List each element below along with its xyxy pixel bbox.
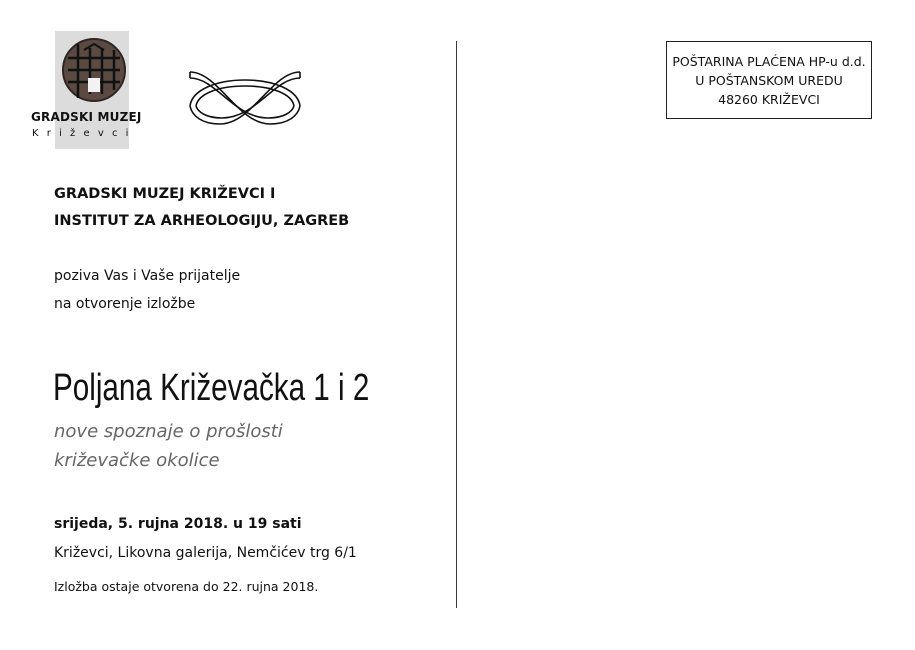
- exhibition-title: Poljana Križevačka 1 i 2: [53, 367, 370, 409]
- subtitle-line-1: nove spoznaje o prošlosti: [54, 421, 283, 442]
- postage-line-1: POŠTARINA PLAĆENA HP-u d.d.: [672, 53, 866, 69]
- museum-emblem-icon: [64, 40, 124, 100]
- museum-logo-emblem: [62, 38, 126, 102]
- postage-paid-box: [666, 41, 872, 119]
- museum-logo-name: GRADSKI MUZEJ: [31, 110, 142, 124]
- subtitle-line-2: križevačke okolice: [54, 450, 220, 471]
- organizers: [54, 181, 349, 235]
- interlace-knot-icon: [188, 64, 302, 130]
- postage-line-2: U POŠTANSKOM UREDU: [695, 72, 843, 88]
- event-date: srijeda, 5. rujna 2018. u 19 sati: [54, 516, 302, 532]
- exhibition-subtitle: [54, 417, 283, 475]
- exhibition-closing-date: Izložba ostaje otvorena do 22. rujna 2018.: [54, 579, 319, 594]
- organizer-line-2: INSTITUT ZA ARHEOLOGIJU, ZAGREB: [54, 213, 350, 229]
- postage-line-3: 48260 KRIŽEVCI: [718, 91, 820, 107]
- invitation-line-1: poziva Vas i Vaše prijatelje: [54, 268, 241, 284]
- organizer-line-1: GRADSKI MUZEJ KRIŽEVCI I: [54, 186, 276, 202]
- postcard-divider: [456, 41, 457, 608]
- invitation-text: [54, 262, 240, 318]
- invitation-line-2: na otvorenje izložbe: [54, 296, 196, 312]
- event-venue: Križevci, Likovna galerija, Nemčićev trg 6/1: [54, 545, 357, 561]
- museum-logo-city: Križevci: [32, 128, 137, 139]
- knot-emblem: [188, 64, 302, 130]
